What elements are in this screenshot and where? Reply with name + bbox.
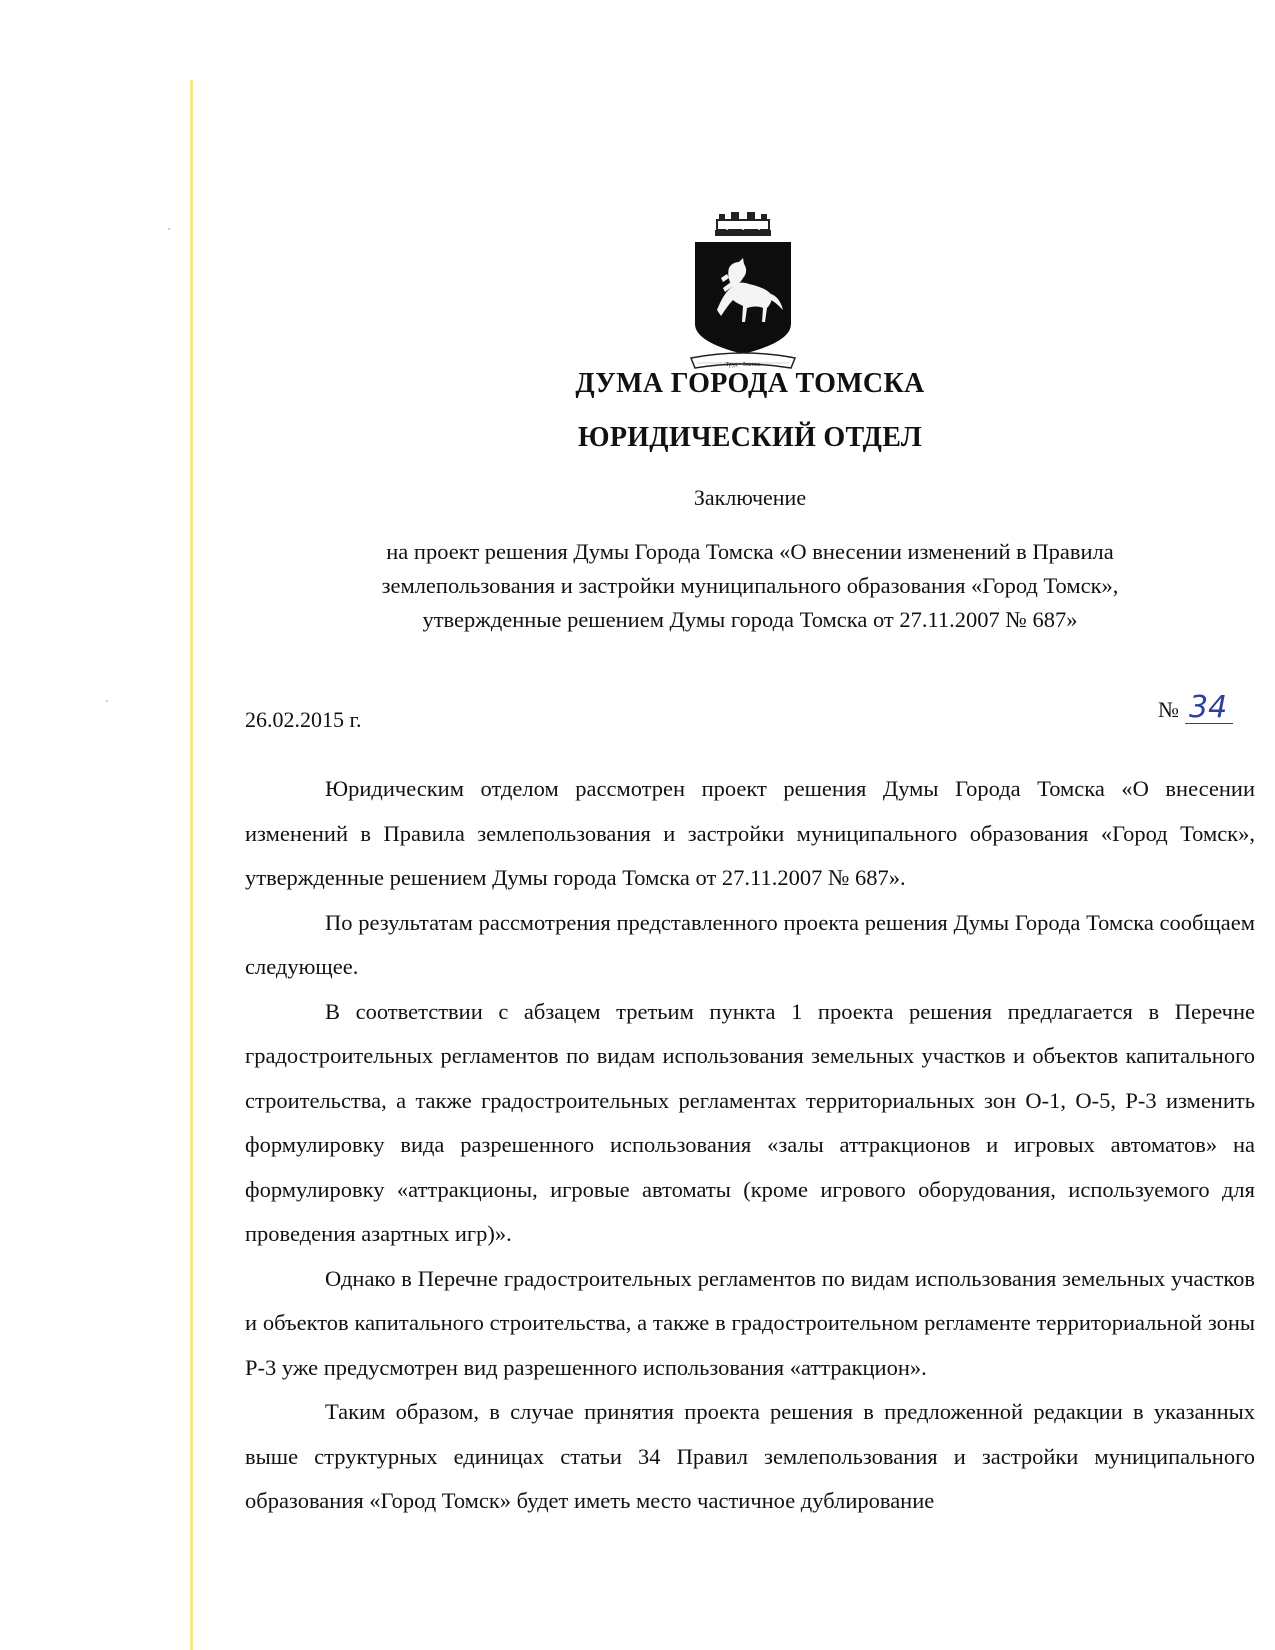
handwritten-number-value: 34	[1185, 693, 1233, 724]
subject-line: землепользования и застройки муниципального образования «Город Томск»,	[381, 573, 1119, 598]
body-paragraph: В соответствии с абзацем третьим пункта 1 проекта решения предлагается в Перечне градостроительных регламентов по видам использования земельных участков и объектов капитального строительства, а также градостроительных регламентах территориальных зон О-1, О-5, Р-3 изменить формулировку вида разрешенного использования «залы аттракционов и игровых автоматов» на формулировку «аттракционы, игровые автоматы (кроме игрового оборудования, используемого для проведения азартных игр)».	[245, 998, 1255, 1246]
emblem-motto: Труд • Знание	[725, 362, 761, 368]
body-paragraph: Таким образом, в случае принятия проекта решения в предложенной редакции в указанных выше структурных единицах статьи 34 Правил землепользования и застройки муниципального образования «Город Томск» будет иметь место частичное дублирование	[245, 1399, 1255, 1513]
document-body	[245, 767, 1255, 1524]
number-label: №	[1158, 697, 1179, 722]
department-title: ЮРИДИЧЕСКИЙ ОТДЕЛ	[578, 422, 922, 453]
subject-line: на проект решения Думы Города Томска «О внесении изменений в Правила	[386, 539, 1114, 564]
scan-speck	[106, 700, 108, 702]
document-date: 26.02.2015 г.	[245, 707, 362, 732]
body-paragraph: Однако в Перечне градостроительных регламентов по видам использования земельных участков и объектов капитального строительства, а также в градостроительном регламенте территориальной зоны Р-3 уже предусмотрен вид разрешенного использования «аттракцион».	[245, 1265, 1255, 1380]
document-type: Заключение	[693, 485, 807, 510]
organization-title: ДУМА ГОРОДА ТОМСКА	[575, 368, 925, 399]
document-number	[1158, 690, 1233, 725]
subject-line: утвержденные решением Думы города Томска от 27.11.2007 № 687»	[422, 607, 1078, 632]
body-paragraph: Юридическим отделом рассмотрен проект решения Думы Города Томска «О внесении изменений в Правила землепользования и застройки муниципального образования «Город Томск», утвержденные решением Думы города Томска от 27.11.2007 № 687».	[245, 776, 1255, 890]
document-subject	[300, 535, 1200, 637]
body-paragraph: По результатам рассмотрения представленного проекта решения Думы Города Томска сообщаем следующее.	[245, 909, 1255, 979]
tomsk-coat-of-arms-emblem	[687, 212, 799, 377]
scan-margin-line	[190, 80, 193, 1650]
scan-speck	[168, 228, 170, 230]
